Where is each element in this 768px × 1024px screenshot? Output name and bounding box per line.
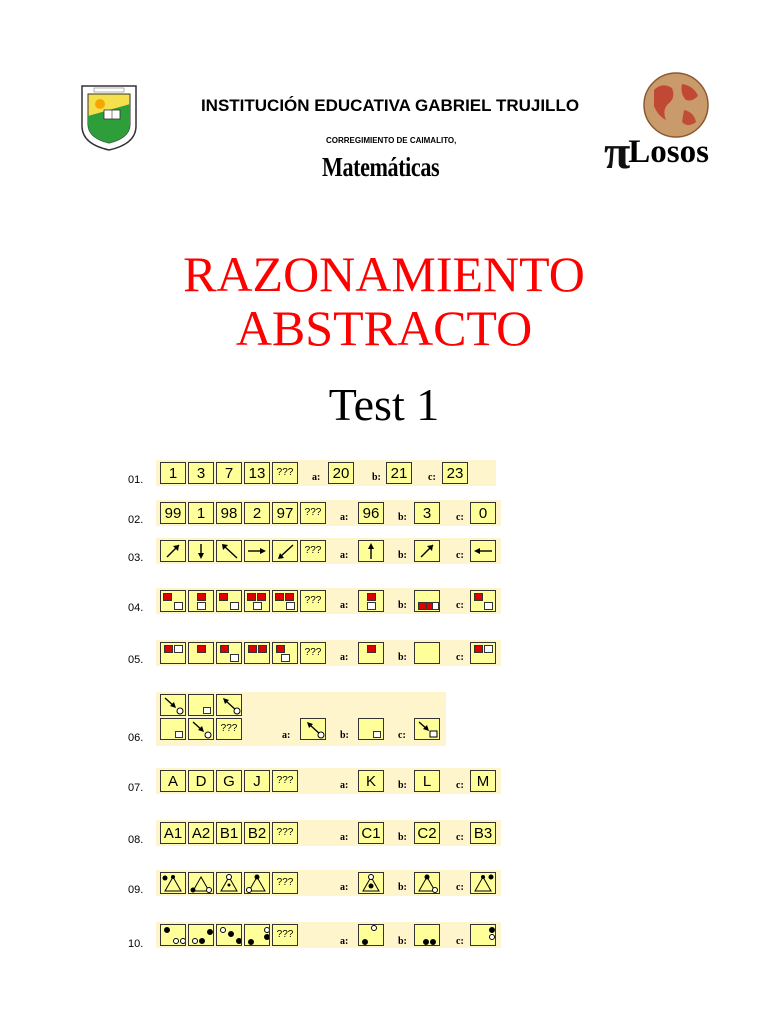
square-pattern-cell bbox=[244, 642, 270, 664]
option-b-label: b: bbox=[372, 472, 381, 483]
question-row-05 bbox=[0, 640, 768, 680]
question-number: 08. bbox=[128, 834, 144, 846]
sequence-cell: 99 bbox=[160, 502, 186, 524]
sequence-cell: 3 bbox=[188, 462, 214, 484]
option-b-arrow-up-right-icon[interactable] bbox=[414, 540, 440, 562]
option-b[interactable] bbox=[414, 924, 440, 946]
question-row-10 bbox=[0, 922, 768, 962]
dots-cell bbox=[244, 924, 270, 946]
option-b-label: b: bbox=[398, 512, 407, 523]
option-c[interactable]: 0 bbox=[470, 502, 496, 524]
unknown-cell: ??? bbox=[272, 462, 298, 484]
option-b-label: b: bbox=[398, 600, 407, 611]
sequence-cell: 1 bbox=[188, 502, 214, 524]
option-c[interactable] bbox=[470, 642, 496, 664]
option-c[interactable] bbox=[470, 924, 496, 946]
question-number: 04. bbox=[128, 602, 144, 614]
option-a-label: a: bbox=[340, 550, 349, 561]
unknown-cell: ??? bbox=[272, 770, 298, 792]
option-c-label: c: bbox=[456, 882, 464, 893]
sequence-cell: 98 bbox=[216, 502, 242, 524]
option-c[interactable] bbox=[414, 718, 440, 740]
square-pattern-cell bbox=[188, 590, 214, 612]
square-pattern-cell bbox=[216, 642, 242, 664]
pilosos-logo bbox=[604, 125, 709, 180]
sequence-cell: D bbox=[188, 770, 214, 792]
option-a[interactable]: 96 bbox=[358, 502, 384, 524]
arrow-right-icon bbox=[244, 540, 270, 562]
option-b-label: b: bbox=[340, 730, 349, 741]
option-b-label: b: bbox=[398, 780, 407, 791]
option-c[interactable] bbox=[470, 590, 496, 612]
square-pattern-cell bbox=[188, 642, 214, 664]
question-number: 07. bbox=[128, 782, 144, 794]
option-c[interactable]: B3 bbox=[470, 822, 496, 844]
option-c[interactable]: 23 bbox=[442, 462, 468, 484]
option-b[interactable]: C2 bbox=[414, 822, 440, 844]
question-row-04 bbox=[0, 588, 768, 628]
arrow-up-right-icon bbox=[160, 540, 186, 562]
unknown-cell: ??? bbox=[300, 590, 326, 612]
option-c-label: c: bbox=[456, 550, 464, 561]
option-a-label: a: bbox=[340, 882, 349, 893]
option-a[interactable]: K bbox=[358, 770, 384, 792]
question-number: 05. bbox=[128, 654, 144, 666]
option-c-label: c: bbox=[456, 652, 464, 663]
option-a-label: a: bbox=[340, 652, 349, 663]
unknown-cell: ??? bbox=[300, 642, 326, 664]
option-a[interactable] bbox=[358, 590, 384, 612]
option-a[interactable] bbox=[300, 718, 326, 740]
square-pattern-cell bbox=[272, 642, 298, 664]
option-a-label: a: bbox=[282, 730, 291, 741]
option-b[interactable]: 3 bbox=[414, 502, 440, 524]
subject-wordart: Matemáticas bbox=[322, 152, 440, 182]
option-c-label: c: bbox=[456, 600, 464, 611]
question-number: 10. bbox=[128, 938, 144, 950]
option-b-label: b: bbox=[398, 550, 407, 561]
sequence-cell: A bbox=[160, 770, 186, 792]
question-row-03 bbox=[0, 538, 768, 578]
option-c-label: c: bbox=[428, 472, 436, 483]
square-pattern-cell bbox=[244, 590, 270, 612]
option-b[interactable]: 21 bbox=[386, 462, 412, 484]
sequence-cell: 13 bbox=[244, 462, 270, 484]
option-a[interactable] bbox=[358, 924, 384, 946]
option-a-label: a: bbox=[312, 472, 321, 483]
option-b[interactable] bbox=[358, 718, 384, 740]
option-a[interactable] bbox=[358, 642, 384, 664]
square-pattern-cell bbox=[272, 590, 298, 612]
question-number: 01. bbox=[128, 474, 144, 486]
option-b-label: b: bbox=[398, 652, 407, 663]
unknown-cell: ??? bbox=[216, 718, 242, 740]
arrow-circle-cell bbox=[160, 694, 186, 716]
sequence-cell: 7 bbox=[216, 462, 242, 484]
school-crest-logo bbox=[76, 82, 142, 152]
pilosos-logo-text: Losos bbox=[628, 134, 709, 170]
sequence-cell: A2 bbox=[188, 822, 214, 844]
sequence-cell: 1 bbox=[160, 462, 186, 484]
option-c-arrow-left-icon[interactable] bbox=[470, 540, 496, 562]
option-b-label: b: bbox=[398, 936, 407, 947]
option-c[interactable] bbox=[470, 872, 496, 894]
unknown-cell: ??? bbox=[300, 502, 326, 524]
question-row-07 bbox=[0, 768, 768, 808]
option-c-label: c: bbox=[456, 936, 464, 947]
question-row-01 bbox=[0, 460, 768, 500]
arrow-down-icon bbox=[188, 540, 214, 562]
option-a-label: a: bbox=[340, 936, 349, 947]
question-row-09 bbox=[0, 870, 768, 910]
arrow-circle-cell bbox=[188, 718, 214, 740]
option-a-label: a: bbox=[340, 780, 349, 791]
sequence-cell: B2 bbox=[244, 822, 270, 844]
sequence-cell: J bbox=[244, 770, 270, 792]
sequence-cell: A1 bbox=[160, 822, 186, 844]
triangle-dots-icon bbox=[160, 872, 186, 894]
unknown-cell: ??? bbox=[300, 540, 326, 562]
question-number: 02. bbox=[128, 514, 144, 526]
option-a-label: a: bbox=[340, 512, 349, 523]
option-b[interactable] bbox=[414, 872, 440, 894]
triangle-dots-icon bbox=[216, 872, 242, 894]
option-a[interactable]: C1 bbox=[358, 822, 384, 844]
dots-cell bbox=[216, 924, 242, 946]
option-a-label: a: bbox=[340, 600, 349, 611]
question-number: 06. bbox=[128, 732, 144, 744]
question-number: 09. bbox=[128, 884, 144, 896]
option-b-label: b: bbox=[398, 882, 407, 893]
option-c-label: c: bbox=[398, 730, 406, 741]
sequence-cell: G bbox=[216, 770, 242, 792]
option-c[interactable]: M bbox=[470, 770, 496, 792]
question-row-02 bbox=[0, 500, 768, 540]
title-line-2: ABSTRACTO bbox=[235, 300, 533, 356]
square-pattern-cell bbox=[160, 642, 186, 664]
option-c-label: c: bbox=[456, 780, 464, 791]
question-number: 03. bbox=[128, 552, 144, 564]
question-row-08 bbox=[0, 820, 768, 860]
arrow-up-left-icon bbox=[216, 540, 242, 562]
sequence-cell: 2 bbox=[244, 502, 270, 524]
pi-symbol: π bbox=[604, 126, 631, 179]
option-a-label: a: bbox=[340, 832, 349, 843]
triangle-dots-icon bbox=[244, 872, 270, 894]
sequence-cell: 97 bbox=[272, 502, 298, 524]
square-pattern-cell bbox=[216, 590, 242, 612]
option-b-label: b: bbox=[398, 832, 407, 843]
unknown-cell: ??? bbox=[272, 872, 298, 894]
corregimiento-label: CORREGIMIENTO DE CAIMALITO, bbox=[326, 136, 457, 145]
arrow-down-left-icon bbox=[272, 540, 298, 562]
unknown-cell: ??? bbox=[272, 924, 298, 946]
institution-name: INSTITUCIÓN EDUCATIVA GABRIEL TRUJILLO bbox=[200, 96, 580, 115]
unknown-cell: ??? bbox=[272, 822, 298, 844]
option-a[interactable]: 20 bbox=[328, 462, 354, 484]
arrow-circle-cell bbox=[216, 694, 242, 716]
sequence-cell: B1 bbox=[216, 822, 242, 844]
square-pattern-cell bbox=[160, 590, 186, 612]
question-row-06 bbox=[0, 692, 768, 752]
square-cell bbox=[160, 718, 186, 740]
option-c-label: c: bbox=[456, 832, 464, 843]
option-c-label: c: bbox=[456, 512, 464, 523]
option-a-arrow-up-icon[interactable] bbox=[358, 540, 384, 562]
title-line-1: RAZONAMIENTO bbox=[183, 246, 585, 302]
triangle-dots-icon bbox=[188, 872, 214, 894]
option-b[interactable]: L bbox=[414, 770, 440, 792]
test-label: Test 1 bbox=[328, 379, 440, 430]
dots-cell bbox=[188, 924, 214, 946]
square-cell bbox=[188, 694, 214, 716]
option-b[interactable] bbox=[414, 590, 440, 612]
option-b[interactable] bbox=[414, 642, 440, 664]
dots-cell bbox=[160, 924, 186, 946]
option-a[interactable] bbox=[358, 872, 384, 894]
